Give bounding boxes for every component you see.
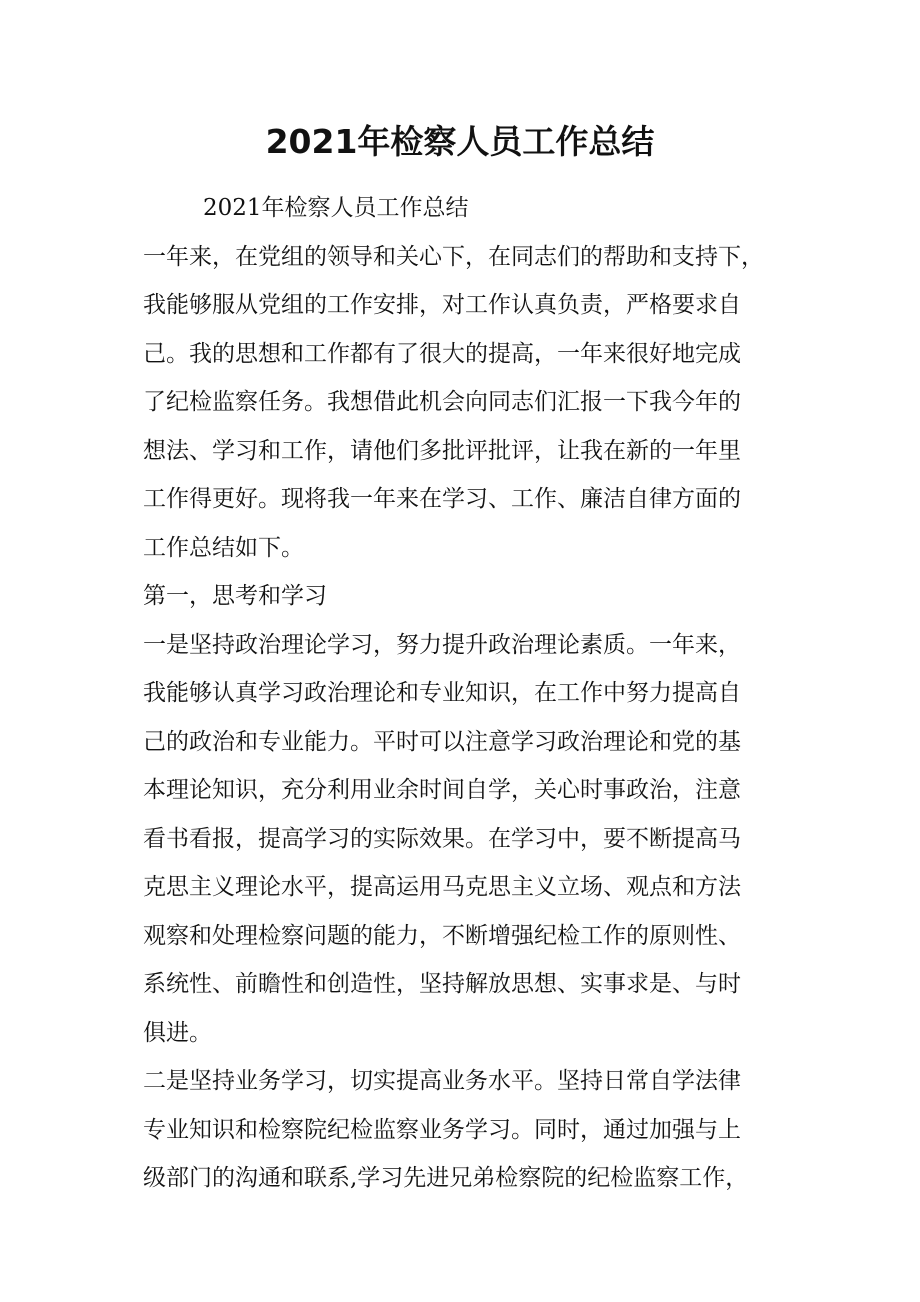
paragraph-line: 工作得更好。现将我一年来在学习、工作、廉洁自律方面的 [143, 486, 741, 512]
paragraph-line: 己的政治和专业能力。平时可以注意学习政治理论和党的基 [143, 728, 741, 755]
paragraph-line: 了纪检监察任务。我想借此机会向同志们汇报一下我今年的 [143, 389, 741, 415]
section-heading: 第一，思考和学习 [143, 583, 327, 609]
paragraph-line: 想法、学习和工作，请他们多批评批评，让我在新的一年里 [143, 437, 741, 464]
paragraph-line: 二是坚持业务学习，切实提高业务水平。坚持日常自学法律 [143, 1068, 741, 1094]
paragraph-line: 克思主义理论水平，提高运用马克思主义立场、观点和方法 [143, 874, 741, 900]
paragraph-line: 我能够认真学习政治理论和专业知识，在工作中努力提高自 [143, 680, 741, 706]
paragraph-line: 级部门的沟通和联系,学习先进兄弟检察院的纪检监察工作， [143, 1165, 749, 1191]
subtitle-line: 2021年检察人员工作总结 [203, 195, 469, 221]
paragraph-line: 己。我的思想和工作都有了很大的提高，一年来很好地完成 [143, 340, 741, 367]
paragraph-line: 本理论知识，充分利用业余时间自学，关心时事政治，注意 [143, 777, 741, 803]
paragraph-line: 系统性、前瞻性和创造性，坚持解放思想、实事求是、与时 [143, 971, 741, 997]
document-body [143, 184, 803, 1203]
paragraph-line: 工作总结如下。 [143, 534, 304, 561]
paragraph-line: 看书看报，提高学习的实际效果。在学习中，要不断提高马 [143, 825, 741, 852]
paragraph-line: 一是坚持政治理论学习，努力提升政治理论素质。一年来， [143, 631, 741, 658]
paragraph-line: 俱进。 [143, 1019, 212, 1046]
paragraph-line: 专业知识和检察院纪检监察业务学习。同时，通过加强与上 [143, 1116, 741, 1143]
paragraph-line: 观察和处理检察问题的能力，不断增强纪检工作的原则性、 [143, 922, 741, 949]
paragraph-line: 一年来，在党组的领导和关心下，在同志们的帮助和支持下， [143, 243, 764, 270]
document-title: 2021年检察人员工作总结 [265, 122, 655, 161]
paragraph-line: 我能够服从党组的工作安排，对工作认真负责，严格要求自 [143, 292, 741, 318]
